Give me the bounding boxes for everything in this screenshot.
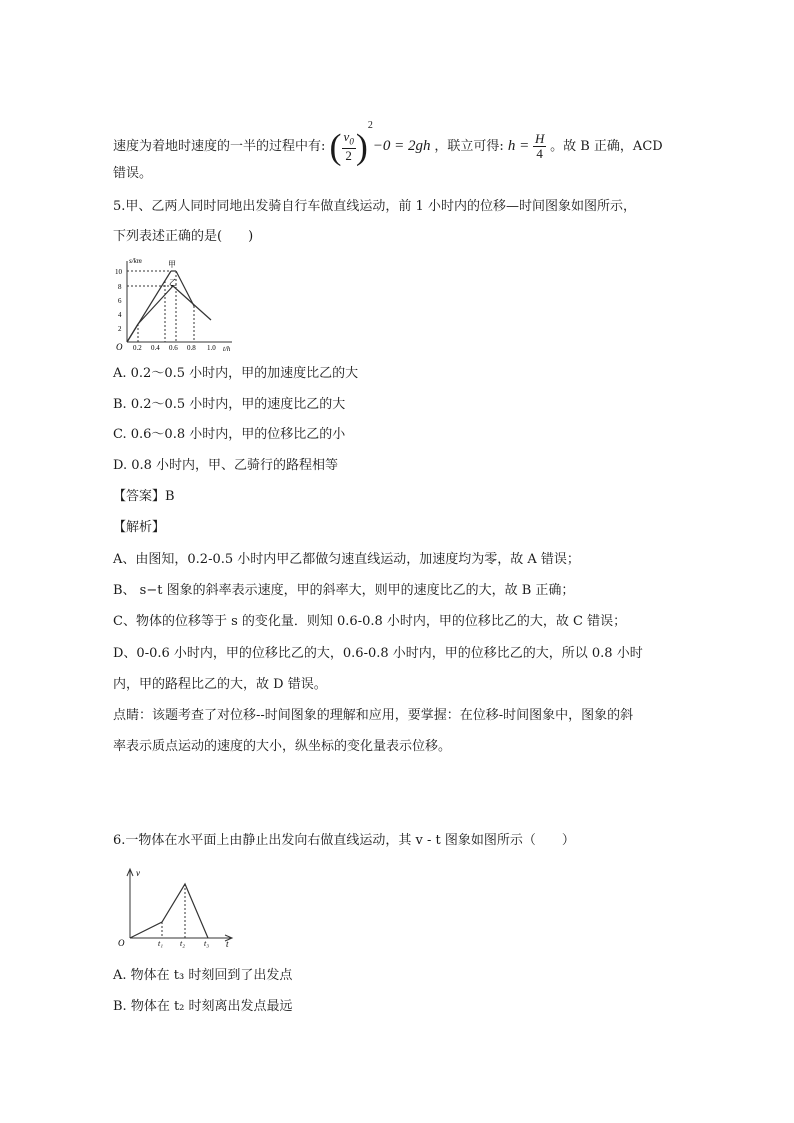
q5-answer: 【答案】B	[113, 489, 175, 504]
q5-ytick-8: 8	[118, 283, 122, 291]
q5-option-a: A. 0.2～0.5 小时内，甲的加速度比乙的大	[113, 366, 359, 381]
equation-mid: ，联立可得:	[434, 139, 504, 154]
q5-label-jia: 甲	[168, 260, 176, 269]
q5-note-line2: 率表示质点运动的速度的大小，纵坐标的变化量表示位移。	[113, 739, 452, 754]
equation-prefix: 速度为着地时速度的一半的过程中有:	[113, 139, 326, 154]
q5-option-c: C. 0.6～0.8 小时内，甲的位移比乙的小	[113, 427, 346, 442]
equation-line	[113, 118, 663, 165]
q5-analysis-a: A、由图知，0.2-0.5 小时内甲乙都做匀速直线运动，加速度均为零，故 A 错误；	[113, 552, 580, 567]
q5-analysis-b: B、 s−t 图象的斜率表示速度，甲的斜率大，则甲的速度比乙的大，故 B 正确；	[113, 583, 575, 598]
q5-stem-line1: 5.甲、乙两人同时同地出发骑自行车做直线运动，前 1 小时内的位移—时间图象如图所示，	[113, 199, 636, 214]
q6-vt-graph	[112, 864, 242, 948]
q5-option-d: D. 0.8 小时内，甲、乙骑行的路程相等	[113, 458, 339, 473]
equation-velocity: ( $\frac{v_0}{2}$ )$^2$−0 = 2gh	[329, 120, 431, 167]
q6-option-b: B. 物体在 t₂ 时刻离出发点最远	[113, 999, 293, 1014]
q6-origin: O	[118, 938, 125, 948]
q5-note-line1: 点睛：该题考查了对位移--时间图象的理解和应用，要掌握：在位移-时间图象中，图象的斜	[113, 708, 634, 723]
paragraph-continuation: 错误。	[113, 166, 153, 181]
q5-xtick-0.2: 0.2	[133, 344, 142, 352]
q6-tick-t3: t₃	[204, 939, 210, 948]
q5-st-graph	[112, 254, 242, 354]
equation-height: h = $\frac{H}{4}$	[507, 131, 545, 162]
q5-xtick-1.0: 1.0	[207, 344, 216, 352]
q6-x-label: t	[226, 939, 229, 948]
q6-y-label: v	[136, 868, 140, 878]
q5-line-yi	[127, 324, 138, 342]
q6-option-a: A. 物体在 t₃ 时刻回到了出发点	[113, 968, 293, 983]
q5-analysis-d2: 内，甲的路程比乙的大，故 D 错误。	[113, 677, 327, 692]
q5-ytick-6: 6	[118, 297, 122, 305]
q5-ytick-10: 10	[115, 268, 122, 276]
q5-ytick-4: 4	[118, 311, 122, 319]
q5-analysis-c: C、物体的位移等于 s 的变化量．则知 0.6-0.8 小时内，甲的位移比乙的大，故 C 错误；	[113, 614, 627, 629]
q5-y-label: s/km	[129, 257, 142, 265]
q6-velocity-line	[130, 884, 208, 938]
q5-xtick-0.6: 0.6	[169, 344, 178, 352]
q5-option-b: B. 0.2～0.5 小时内，甲的速度比乙的大	[113, 397, 346, 412]
q6-tick-t2: t₂	[180, 939, 186, 948]
q5-origin: O	[116, 342, 123, 352]
q5-ytick-2: 2	[118, 325, 122, 333]
q5-stem-line2: 下列表述正确的是( )	[113, 229, 254, 244]
q5-analysis-d1: D、0-0.6 小时内，甲的位移比乙的大，0.6-0.8 小时内，甲的位移比乙的大，所以 0.8 小时	[113, 646, 643, 661]
q5-xtick-0.8: 0.8	[187, 344, 196, 352]
q5-label-yi: 乙	[169, 278, 177, 287]
q6-stem: 6.一物体在水平面上由静止出发向右做直线运动，其 v - t 图象如图所示（ ）	[113, 833, 575, 848]
q6-tick-t1: t₁	[158, 939, 164, 948]
q5-x-label: t/h	[223, 345, 231, 353]
q5-xtick-0.4: 0.4	[151, 344, 160, 352]
equation-suffix: 。故 B 正确，ACD	[550, 139, 663, 154]
q5-analysis-title: 【解析】	[113, 520, 166, 535]
